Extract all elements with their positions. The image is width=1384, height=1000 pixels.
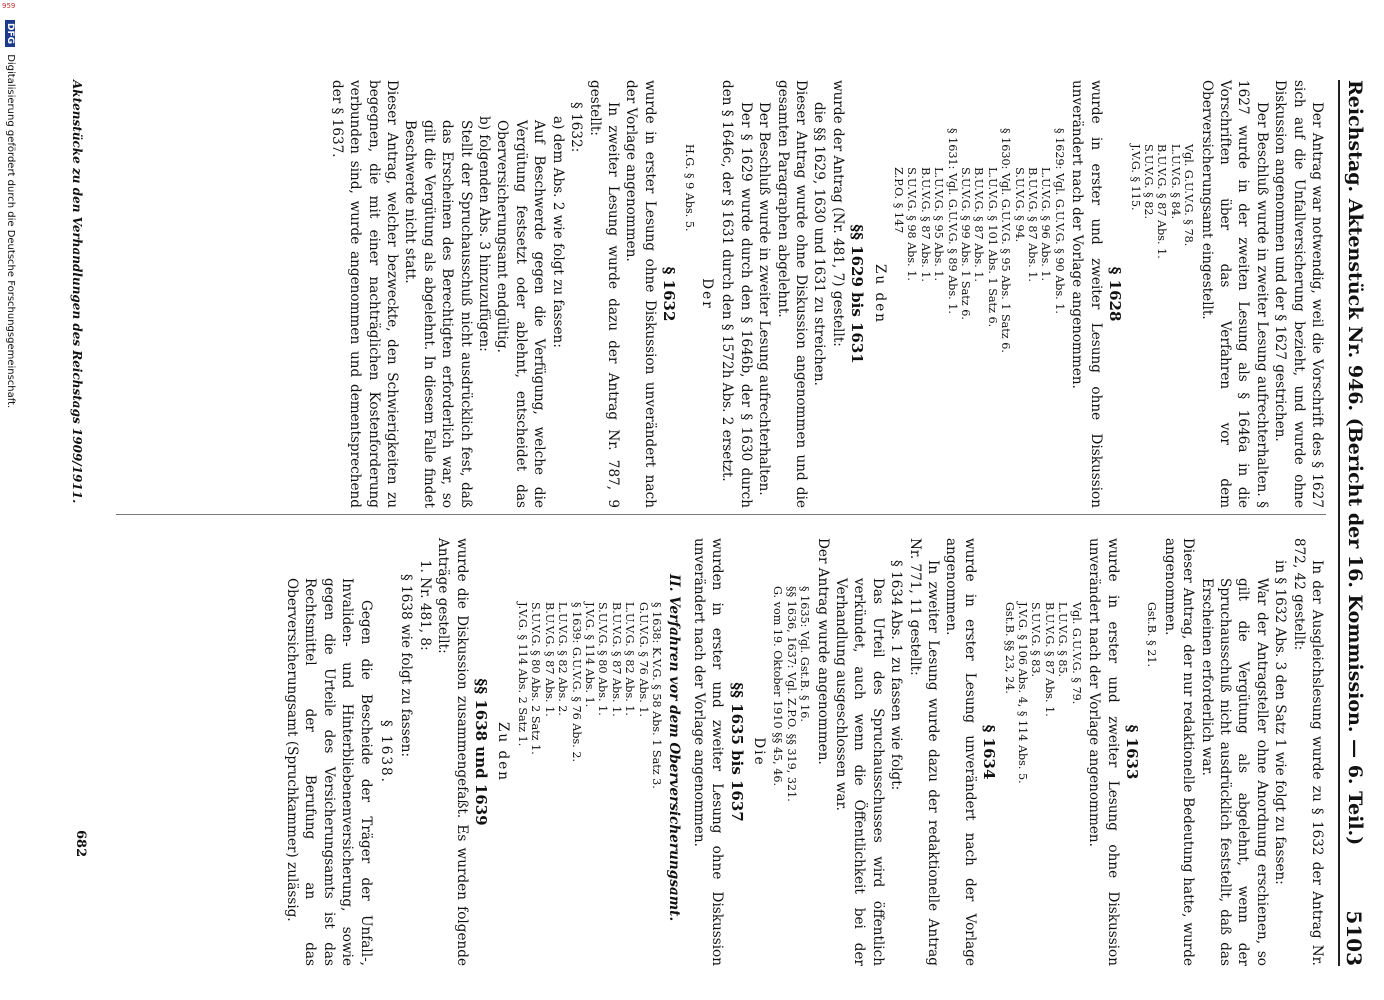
paragraph: wurde in erster Lesung ohne Diskussion unverändert nach der Vorlage angenommen.: [623, 80, 658, 508]
paragraph: In zweiter Lesung wurde dazu der Antrag Nr. 787, 9 gestellt:: [586, 80, 621, 508]
dfg-logo: DFG: [5, 20, 15, 47]
quoted-text: War der Antragsteller ohne Anordnung erschienen, so gilt die Vergütung als abgelehnt, wenn der Spruchausschuß nicht ausdrücklich feststellt, daß das Erscheinen erforderlich war.: [1198, 578, 1270, 966]
side-note: [5, 20, 16, 408]
header-page-number: 5103: [1342, 910, 1366, 966]
paragraph: In der Ausgleichslesung wurde zu § 1632 der Antrag Nr. 872, 42 gestellt:: [1290, 538, 1325, 966]
paragraph: Der § 1629 wurde durch den § 1646b, der § 1630 durch den § 1646c, der § 1631 durch den § 1572h Abs. 2 ersetzt.: [719, 80, 754, 508]
page-header: [1338, 80, 1370, 966]
paragraph: § 1632:: [568, 102, 585, 153]
paragraph: wurden in erster und zweiter Lesung ohne Diskussion unverändert nach der Vorlage angenommen.: [690, 538, 726, 966]
corner-mark: 959: [2, 2, 16, 10]
list-item: § 1638 wie folgt zu fassen:: [398, 574, 415, 758]
reference-list: H.G. § 9 Abs. 5.: [682, 144, 696, 232]
footer-source: Aktenstücke zu den Verhandlungen des Reichstags 1909/1911.: [70, 80, 84, 504]
paragraph: Dieser Antrag, welcher bezweckte, den Schwierigkeiten zu begegnen, die mit einer nachträglichen Kostenforderung verbunden sind, wurde angenommen und dementsprechend der § 1637.: [328, 80, 401, 508]
section-heading: §§ 1635 bis 1637: [727, 682, 746, 822]
paragraph: wurde in erster Lesung unverändert nach der Vorlage angenommen.: [943, 538, 978, 966]
section-heading: § 1628: [1106, 266, 1125, 322]
paragraph: wurde in erster und zweiter Lesung ohne Diskussion unverändert nach der Vorlage angenommen.: [1086, 538, 1121, 966]
paragraph: wurde der Antrag (Nr. 481, 7) gestellt:: [829, 80, 846, 347]
paragraph: Der Beschluß wurde in zweiter Lesung aufrechterhalten. § 1627 wurde in der zweiten Lesung als § 1646a in die Vorschriften über das Verfahren vor dem Oberversicherungsamt eingestellt.: [1198, 80, 1270, 508]
quoted-text: Gegen die Bescheide der Träger der Unfall-, Invaliden- und Hinterbliebenenversicherung, sowie gegen die Urteile des Versicherungsamts ist das Rechtsmittel der Berufung an das Oberversicherungsamt (Spruchkammer) zulässig.: [284, 578, 374, 966]
section-heading: §§ 1638 und 1639: [472, 678, 491, 826]
section-heading: § 1633: [1122, 724, 1141, 780]
paragraph: Dieser Antrag, der nur redaktionelle Bedeutung hatte, wurde angenommen.: [1161, 538, 1197, 966]
reference-list: § 1635: Vgl. Gst.B. § 16. §§ 1636, 1637: Vgl. Z.P.O. §§ 319, 321. G. vom 19. Oktober 1910 §§ 45, 46.: [771, 586, 812, 802]
list-item: b) folgenden Abs. 3 hinzuzufügen:: [476, 116, 493, 352]
paragraph: Dieser Antrag wurde ohne Diskussion angenommen und die gesamten Paragraphen abgelehnt.: [774, 80, 809, 508]
header-title: Reichstag. Aktenstück Nr. 946. (Bericht der 16. Kommission. — 6. Teil.): [1344, 80, 1366, 846]
paragraph: Der Beschluß wurde in zweiter Lesung aufrechterhalten.: [756, 102, 773, 496]
lead-word: Zu den: [871, 263, 888, 325]
reference-list: § 1638: K.V.G. § 58 Abs. 1 Satz 3. G.U.V.G. § 76 Abs. 1. L.U.V.G. § 82 Abs. 1. B.U.V.G. § 87 Abs. 1. S.U.V.G. § 80 Abs. 1. J.V.G. § 114 Abs. 1. § 1639: G.U.V.G. § 76 Abs. 2. L.U.V.G. § 82 Abs. 2. B.U.V.G. § 87 Abs. 1. S.U.V.G. § 80 Abs. 2 Satz 1. J.V.G. § 114 Abs. 2 Satz 1.: [515, 602, 663, 789]
paragraph: wurde in erster und zweiter Lesung ohne Diskussion unverändert nach der Vorlage angenommen.: [1069, 80, 1104, 508]
lead-word: Der: [698, 278, 715, 310]
quoted-heading: § 1638.: [378, 719, 395, 785]
lead-word: Zu den: [495, 721, 512, 783]
quoted-text: Stellt der Spruchausschuß nicht ausdrücklich fest, daß das Erscheinen des Berechtigten erforderlich war, so gilt die Vergütung als abgelehnt. In diesem Falle findet Beschwerde nicht statt.: [402, 120, 474, 508]
section-heading: §§ 1629 bis 1631: [848, 224, 867, 364]
list-item: a) dem Abs. 2 wie folgt zu fassen:: [549, 116, 566, 348]
reference-list: Vgl. G.U.V.G. § 78. L.U.V.G. § 84. B.U.V.G. § 87 Abs. 1. S.U.V.G. § 82. J.V.G. § 115.: [1128, 144, 1196, 259]
paragraph: Der Antrag wurde angenommen.: [814, 538, 831, 765]
quoted-text: Das Urteil des Spruchausschusses wird öffentlich verkündet, auch wenn die Öffentlichkeit bei der Verhandlung ausgeschlossen war.: [833, 578, 886, 966]
footer-page-number: 682: [73, 830, 88, 858]
reference-list: Gst.B. § 21.: [1145, 602, 1159, 668]
section-heading: § 1634: [980, 724, 999, 780]
chapter-heading: II. Verfahren vor dem Oberversicherungsamt.: [666, 574, 683, 922]
paragraph: die §§ 1629, 1630 und 1631 zu streichen.: [811, 102, 828, 386]
right-column: [56, 538, 1326, 966]
side-note-text: Digitalisierung gefördert durch die Deutsche Forschungsgemeinschaft.: [5, 54, 16, 409]
reference-list: Vgl. G.U.V.G. § 79. L.U.V.G. § 85. B.U.V.G. § 87 Abs. 1. S.U.V.G. § 83. J.V.G. § 106 Abs. 4, § 114 Abs. 5. Gst.B. §§ 23, 24.: [1002, 602, 1083, 784]
paragraph: wurde die Diskussion zusammengefaßt. Es wurden folgende Anträge gestellt:: [435, 538, 470, 966]
paragraph: In zweiter Lesung wurde dazu der redaktionelle Antrag Nr. 771, 11 gestellt:: [906, 538, 942, 966]
column-divider: [116, 514, 1326, 515]
paragraph: § 1634 Abs. 1 zu fassen wie folgt:: [888, 560, 905, 791]
quoted-text: Auf Beschwerde gegen die Verfügung, welche die Vergütung festsetzt oder ablehnt, entscheidet das Oberversicherungsamt endgültig.: [494, 120, 548, 508]
paragraph: in § 1632 Abs. 3 den Satz 1 wie folgt zu fassen:: [1272, 560, 1289, 885]
lead-word: Die: [751, 737, 767, 767]
section-heading: § 1632: [660, 266, 679, 322]
list-item: 1. Nr. 481, 8:: [416, 560, 433, 651]
reference-list: § 1629: Vgl. G.U.V.G. § 90 Abs. 1. L.U.V.G. § 96 Abs. 1. B.U.V.G. § 87 Abs. 1. S.U.V.G. § 94. § 1630: Vgl. G.U.V.G. § 95 Abs. 1 Satz 6. L.U.V.G. § 101 Abs. 1 Satz 6. B.U.V.G. § 87 Abs. 1. S.U.V.G. § 99 Abs. 1 Satz 6. § 1631: Vgl. G.U.V.G. § 89 Abs. 1. L.U.V.G. § 95 Abs. 1. B.U.V.G. § 87 Abs. 1. S.U.V.G. § 98 Abs. 1. Z.P.O. § 147: [892, 128, 1066, 353]
paragraph: Der Antrag war notwendig, weil die Vorschrift des § 1627 sich auf die Unfallversicherung bezieht, und wurde ohne Diskussion angenommen und der § 1627 gestrichen.: [1272, 80, 1325, 508]
left-column: [56, 80, 1326, 508]
